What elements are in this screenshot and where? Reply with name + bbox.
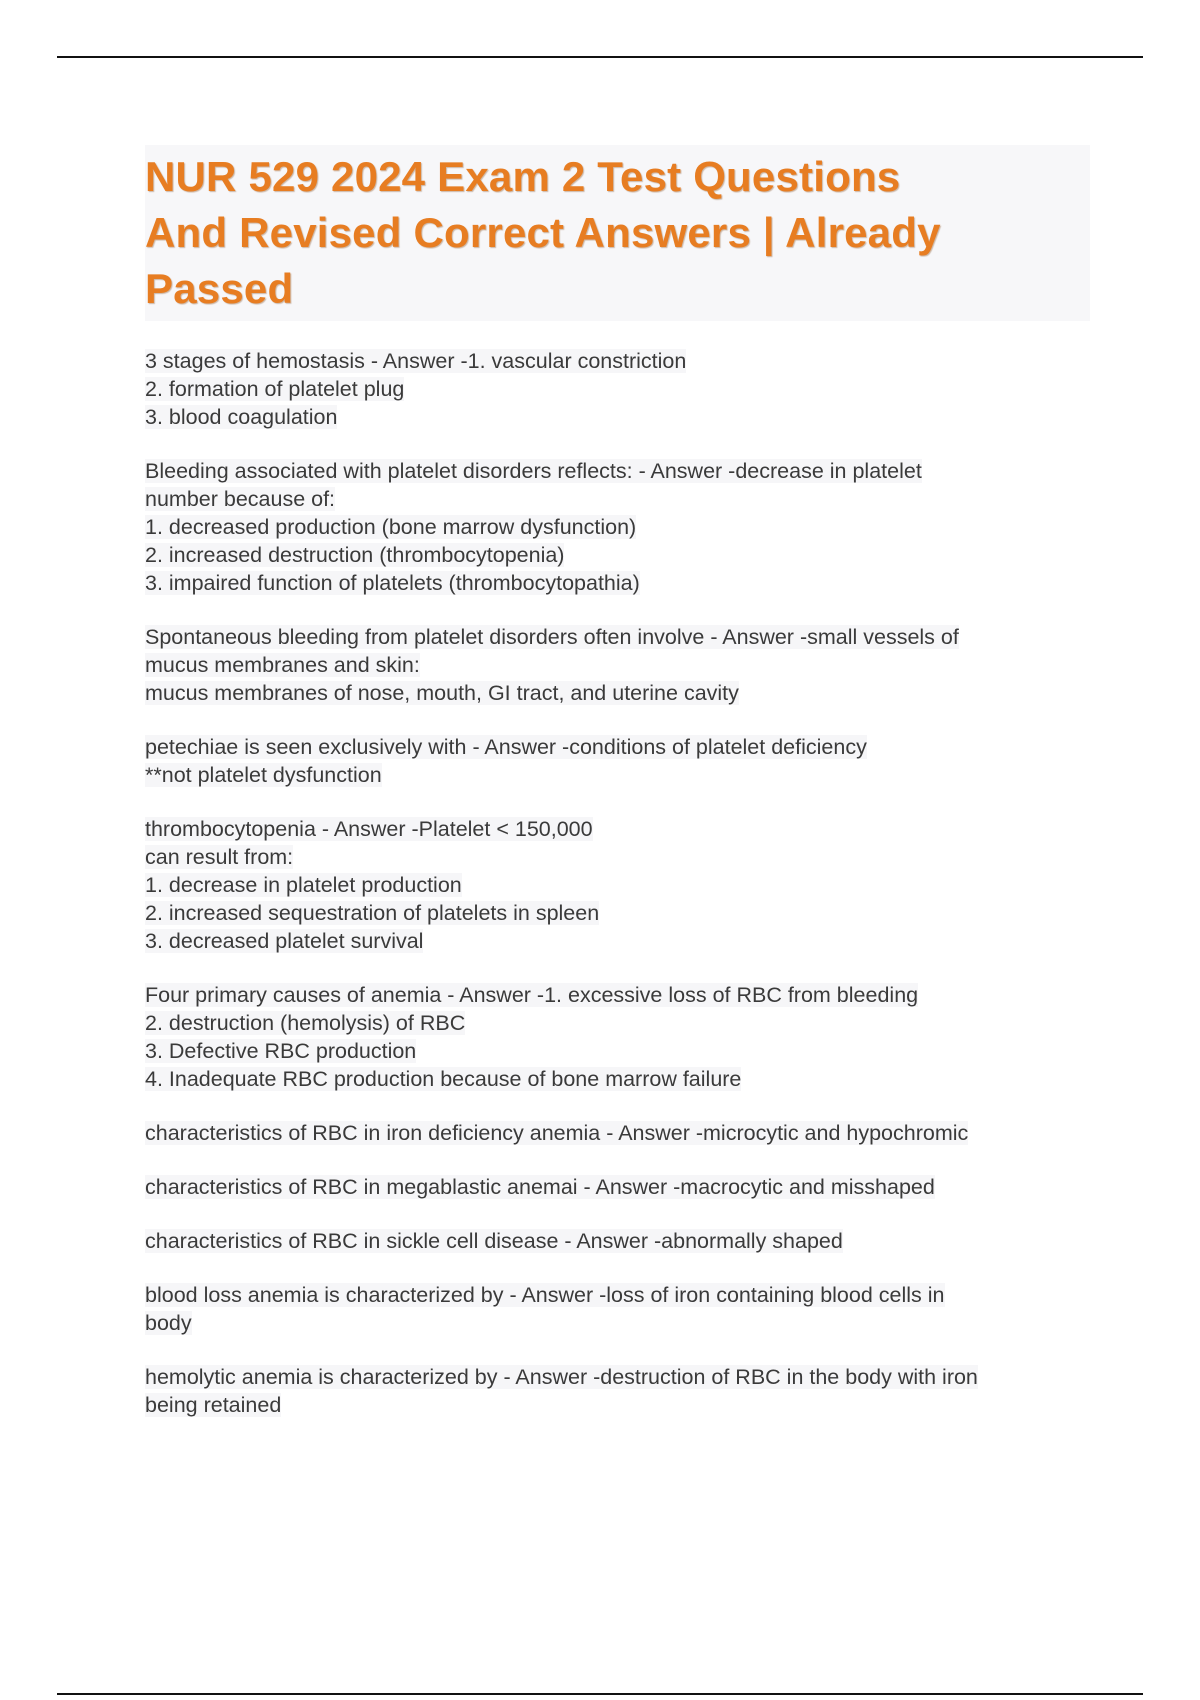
qa-line (145, 651, 1090, 679)
qa-line (145, 1281, 1090, 1309)
qa-line (145, 815, 1090, 843)
qa-line-text: Four primary causes of anemia - Answer -1. excessive loss of RBC from bleeding (145, 983, 919, 1007)
qa-line (145, 1065, 1090, 1093)
qa-line-text: characteristics of RBC in megablastic anemai - Answer -macrocytic and misshaped (145, 1175, 935, 1199)
qa-line-text: 3. decreased platelet survival (145, 929, 424, 953)
qa-line-text: 2. formation of platelet plug (145, 377, 405, 401)
qa-line (145, 761, 1090, 789)
qa-line (145, 1363, 1090, 1391)
qa-line (145, 569, 1090, 597)
qa-line-text: being retained (145, 1393, 282, 1417)
qa-line (145, 375, 1090, 403)
qa-line (145, 1009, 1090, 1037)
qa-line-text: **not platelet dysfunction (145, 763, 382, 787)
qa-line (145, 981, 1090, 1009)
qa-line-text: thrombocytopenia - Answer -Platelet < 150,000 (145, 817, 593, 841)
qa-line (145, 1391, 1090, 1419)
title-line: Passed (145, 265, 294, 312)
qa-line-text: 1. decrease in platelet production (145, 873, 462, 897)
top-rule (57, 56, 1143, 58)
qa-line-text: 2. increased sequestration of platelets in spleen (145, 901, 600, 925)
qa-line-text: 2. increased destruction (thrombocytopenia) (145, 543, 565, 567)
document-body (145, 145, 1090, 1445)
document-title (145, 149, 1090, 317)
qa-line-text: body (145, 1311, 192, 1335)
qa-line-text: 3 stages of hemostasis - Answer -1. vascular constriction (145, 349, 687, 373)
qa-line (145, 623, 1090, 651)
qa-line-text: 3. Defective RBC production (145, 1039, 417, 1063)
qa-line (145, 733, 1090, 761)
title-line: And Revised Correct Answers | Already (145, 209, 941, 256)
qa-line-text: 4. Inadequate RBC production because of bone marrow failure (145, 1067, 742, 1091)
qa-line-text: hemolytic anemia is characterized by - Answer -destruction of RBC in the body with iron (145, 1365, 978, 1389)
qa-line (145, 1309, 1090, 1337)
qa-entry (145, 347, 1090, 431)
qa-line (145, 403, 1090, 431)
qa-line-text: 3. impaired function of platelets (thrombocytopathia) (145, 571, 640, 595)
qa-line-text: Bleeding associated with platelet disorders reflects: - Answer -decrease in platelet (145, 459, 922, 483)
qa-line-text: 2. destruction (hemolysis) of RBC (145, 1011, 466, 1035)
qa-line-text: blood loss anemia is characterized by - Answer -loss of iron containing blood cells in (145, 1283, 945, 1307)
qa-entry (145, 1281, 1090, 1337)
qa-entry (145, 1119, 1090, 1147)
qa-line (145, 1119, 1090, 1147)
qa-line-text: 3. blood coagulation (145, 405, 338, 429)
qa-entry (145, 1227, 1090, 1255)
title-box (145, 145, 1090, 321)
qa-line-text: mucus membranes and skin: (145, 653, 420, 677)
qa-entry (145, 733, 1090, 789)
qa-line-text: mucus membranes of nose, mouth, GI tract, and uterine cavity (145, 681, 739, 705)
qa-line-text: characteristics of RBC in iron deficiency anemia - Answer -microcytic and hypochromic (145, 1121, 969, 1145)
qa-line (145, 485, 1090, 513)
qa-line (145, 871, 1090, 899)
qa-line (145, 1037, 1090, 1065)
qa-line-text: petechiae is seen exclusively with - Answer -conditions of platelet deficiency (145, 735, 867, 759)
qa-entry (145, 1363, 1090, 1419)
qa-line-text: number because of: (145, 487, 336, 511)
qa-entry (145, 981, 1090, 1093)
qa-entry (145, 623, 1090, 707)
qa-list (145, 347, 1090, 1419)
qa-line (145, 1173, 1090, 1201)
qa-entry (145, 1173, 1090, 1201)
bottom-rule (57, 1693, 1143, 1695)
qa-line (145, 1227, 1090, 1255)
qa-line (145, 457, 1090, 485)
qa-line-text: 1. decreased production (bone marrow dysfunction) (145, 515, 637, 539)
qa-entry (145, 457, 1090, 597)
qa-line (145, 899, 1090, 927)
title-line: NUR 529 2024 Exam 2 Test Questions (145, 153, 901, 200)
qa-line (145, 927, 1090, 955)
qa-line (145, 347, 1090, 375)
qa-line (145, 513, 1090, 541)
qa-line-text: characteristics of RBC in sickle cell disease - Answer -abnormally shaped (145, 1229, 843, 1253)
qa-line-text: Spontaneous bleeding from platelet disorders often involve - Answer -small vessels of (145, 625, 959, 649)
qa-line (145, 679, 1090, 707)
qa-line (145, 541, 1090, 569)
qa-entry (145, 815, 1090, 955)
qa-line (145, 843, 1090, 871)
qa-line-text: can result from: (145, 845, 294, 869)
